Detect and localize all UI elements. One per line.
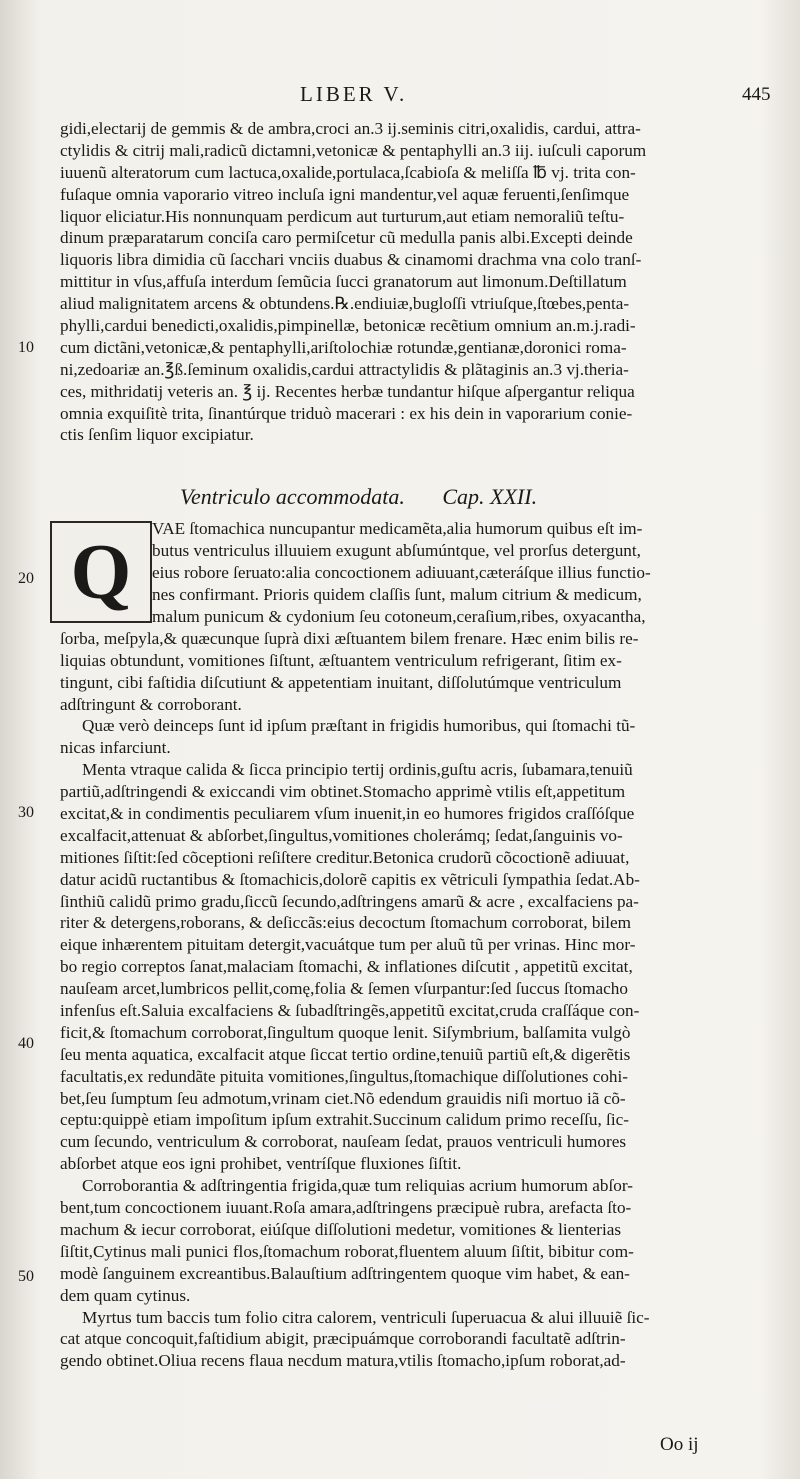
text-line: machum & iecur corroborat, eiúſque diſſolutioni medetur, vomitiones & lienterias <box>60 1219 622 1239</box>
text-line: ficit,& ſtomachum corroborat,ſingultum quoque lenit. Siſymbrium, balſamita vulgò <box>60 1022 631 1042</box>
text-line: dinum præparatarum conciſa caro permiſcetur cũ medulla panis albi.Excepti deinde <box>60 228 633 248</box>
text-line: gidi,electarij de gemmis & de ambra,croci an.3 ij.seminis citri,oxalidis, cardui, attra- <box>60 119 641 138</box>
text-line: ſeu menta aquatica, excalfacit atque ſiccat tertio ordine,tenuiũ partiũ eſt,& digerẽtis <box>60 1044 631 1064</box>
text-line: abſorbet atque eos igni prohibet, ventríſque fluxiones ſiſtit. <box>60 1154 462 1174</box>
text-line: facultatis,ex redundãte pituita vomitiones,ſingultus,ſtomachique diſſolutiones cohi- <box>60 1066 629 1086</box>
text-line: butus ventriculus illuuiem exugunt abſumúntque, vel prorſus detergunt, <box>152 540 641 560</box>
text-line: gendo obtinet.Oliua recens flaua necdum matura,vtilis ſtomacho,ipſum roborat,ad- <box>60 1351 626 1371</box>
margin-line-number: 30 <box>18 804 34 821</box>
text-line: eique inhærentem pituitam detergit,vacuátque tum per aluũ tũ per vrinas. Hinc mor- <box>60 935 636 955</box>
text-line: malum punicum & cydonium ſeu cotoneum,ceraſium,ribes, oxyacantha, <box>152 607 646 626</box>
margin-line-number: 40 <box>18 1035 34 1052</box>
text-line: ſinthiũ calidũ primo gradu,ſiccũ ſecundo,adſtringens amarũ & acre , excalfaciens pa- <box>60 891 639 911</box>
text-line: mittitur in vſus,affuſa interdum ſemũcia ſucci granatorum aut limonum.Deſtillatum <box>60 272 627 292</box>
text-line: ceptu:quippè etiam impoſitum ipſum extrahit.Succinum calidum primo receſſu, ſic- <box>60 1110 629 1130</box>
text-line: tingunt, cibi faſtidia diſcutiunt & appetentiam inuitant, diſſolutúmque ventriculum <box>60 672 622 692</box>
text-line: fuſaque omnia vaporario vitreo incluſa igni mandentur,vel aquæ feruenti,ſenſimque <box>60 184 630 204</box>
text-line: Corroborantia & adſtringentia frigida,quæ tum reliquias acrium humorum abſor- <box>82 1176 633 1196</box>
text-line: ſorba, meſpyla,& quæcunque ſuprà dixi æſtuantem bilem frenare. Hæc enim bilis re- <box>60 628 639 648</box>
chapter-title: Ventriculo accommodata. <box>180 484 405 509</box>
text-line: riter & detergens,roborans, & deſiccãs:eius decoctum ſtomachum corroborat, bilem <box>60 913 631 933</box>
text-line: eius robore ſeruato:alia concoctionem adiuuant,cæteráſque illius functio- <box>152 562 651 582</box>
text-line: bet,ſeu ſumptum ſeu admotum,vrinam ciet.Nõ edendum grauidis niſi mortuo iã cõ- <box>60 1088 626 1108</box>
text-line: Menta vtraque calida & ſicca principio tertij ordinis,guſtu acris, ſubamara,tenuiũ <box>82 760 633 780</box>
text-line: dem quam cytinus. <box>60 1285 191 1305</box>
chapter-number: Cap. XXII. <box>442 484 538 509</box>
text-line: bent,tum concoctionem iuuant.Roſa amara,adſtringens præcipuè rubra, arefacta ſto- <box>60 1198 632 1218</box>
text-line: phylli,cardui benedicti,oxalidis,pimpinellæ, betonicæ recẽtium omnium an.m.j.radi- <box>60 316 636 336</box>
text-line: infenſus eſt.Saluia excalfaciens & ſubadſtringẽs,appetitũ excitat,cruda craſſáque con- <box>60 1001 640 1021</box>
text-line: cum ſecundo, ventriculum & corroborat, nauſeam ſedat, prauos ventriculi humores <box>60 1132 627 1152</box>
margin-line-number: 50 <box>18 1268 34 1285</box>
text-line: excitat,& in condimentis peculiarem vſum inuenit,in eo humores frigidos craſſóſque <box>60 804 635 824</box>
running-head: LIBER V. <box>300 82 408 106</box>
text-line: Myrtus tum baccis tum folio citra calorem, ventriculi ſuperuacua & alui illuuiẽ ſic- <box>82 1307 650 1327</box>
text-line: ctis ſenſim liquor excipiatur. <box>60 425 254 445</box>
text-line: nicas infarciunt. <box>60 738 171 758</box>
text-line: VAE ſtomachica nuncupantur medicamẽta,alia humorum quibus eſt im- <box>152 519 643 538</box>
page-number: 445 <box>742 84 771 105</box>
text-line: cat atque concoquit,faſtidium abigit, præcipuámque corroborandi facultatẽ adſtrin- <box>60 1329 626 1349</box>
text-line: partiũ,adſtringendi & exiccandi vim obtinet.Stomacho apprimè vtilis eſt,appetitum <box>60 782 626 802</box>
margin-line-number: 10 <box>18 339 34 356</box>
text-block-2 <box>60 606 772 1372</box>
text-line: ctylidis & citrij mali,radicũ dictamni,vetonicæ & pentaphylli an.3 iij. iuſculi caporum <box>60 140 647 160</box>
text-line: aliud malignitatem arcens & obtundens.℞.endiuiæ,bugloſſi vtriuſque,ſtœbes,penta- <box>60 294 630 314</box>
signature-mark: Oo ij <box>660 1434 699 1455</box>
text-line: adſtringunt & corroborant. <box>60 694 242 714</box>
text-line: liquor eliciatur.His nonnunquam perdicum aut turturum,aut etiam nemoraliũ teſtu- <box>60 206 625 226</box>
text-line: liquoris libra dimidia cũ ſacchari vnciis duabus & cinamomi drachma vna colo tranſ- <box>60 250 642 270</box>
text-line: mitiones ſiſtit:ſed cõceptioni reſiſtere creditur.Betonica crudorũ cõcoctionẽ adiuuat, <box>60 847 630 867</box>
text-line: nauſeam arcet,lumbricos pellit,comę,folia & ſemen vſurpantur:ſed ſuccus ſtomacho <box>60 979 628 999</box>
text-block-1 <box>60 118 772 446</box>
page-header <box>0 82 800 112</box>
text-line: ſiſtit,Cytinus mali punici flos,ſtomachum roborat,fluentem aluum ſiſtit, bibitur com- <box>60 1241 634 1261</box>
text-line: ces, mithridatij veteris an. ℥ ij. Recentes herbæ tundantur hiſque aſpergantur reliqua <box>60 381 635 401</box>
text-line: Quæ verò deinceps ſunt id ipſum præſtant in frigidis humoribus, qui ſtomachi tũ- <box>82 716 636 736</box>
text-line: modè ſanguinem excreantibus.Balauſtium adſtringentem quoque vim habet, & ean- <box>60 1263 630 1283</box>
text-line: cum dictãni,vetonicæ,& pentaphylli,ariſtolochiæ rotundæ,gentianæ,doronici roma- <box>60 337 627 357</box>
chapter-heading <box>180 484 700 510</box>
margin-line-number: 20 <box>18 570 34 587</box>
text-line: omnia exquiſitè trita, ſinantúrque triduò macerari : ex his dein in vaporarium conie- <box>60 403 633 423</box>
text-line: nes confirmant. Prioris quidem claſſis ſunt, malum citrium & medicum, <box>152 584 642 604</box>
text-line: bo regio correptos ſanat,malaciam ſtomachi, & inflationes diſcutit , appetitũ excitat, <box>60 957 633 977</box>
text-line: datur acidũ ructantibus & ſtomachicis,dolorẽ capitis ex vẽtriculi ſympathia ſedat.Ab- <box>60 869 640 889</box>
text-line: ni,zedoariæ an.℥ß.ſeminum oxalidis,cardui attractylidis & plãtaginis an.3 vj.theria- <box>60 359 629 379</box>
text-line: excalfacit,attenuat & abſorbet,ſingultus,vomitiones cholerámq; ſedat,ſanguinis vo- <box>60 825 623 845</box>
text-line: iuuenũ alteratorum cum lactuca,oxalide,portulaca,ſcabioſa & meliſſa ℔ vj. trita con- <box>60 162 636 182</box>
text-line: liquias obtundunt, vomitiones ſiſtunt, æſtuantem ventriculum refrigerant, ſitim ex- <box>60 650 622 670</box>
dropcap-text-block <box>152 518 772 606</box>
initial-letter: Q <box>70 528 132 615</box>
